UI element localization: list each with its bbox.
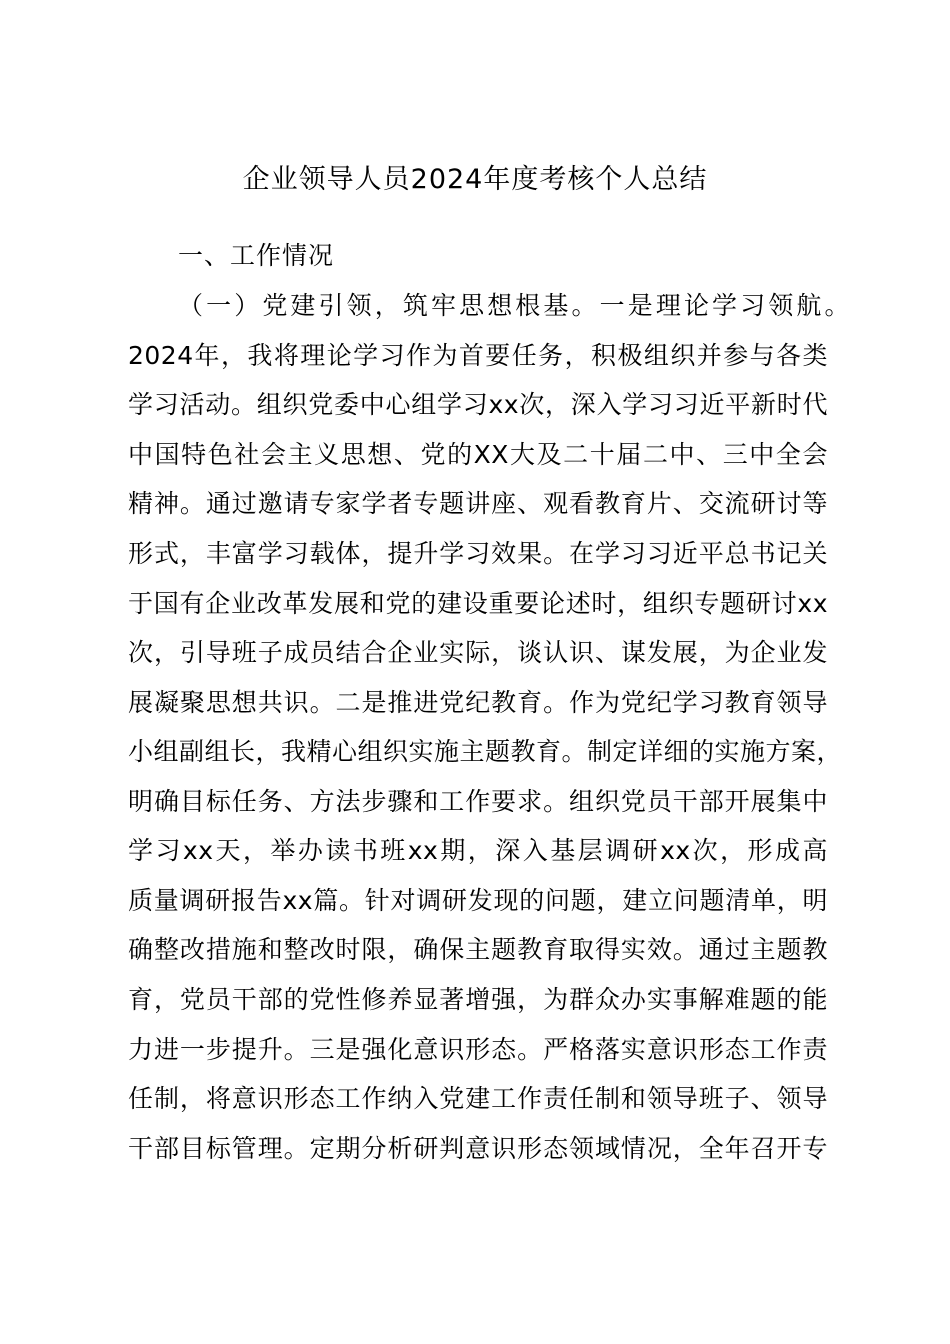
- paragraph-line: 精神。通过邀请专家学者专题讲座、观看教育片、交流研讨等: [128, 489, 828, 518]
- paragraph-line: （一）党建引领，筑牢思想根基。一是理论学习领航。: [178, 291, 850, 320]
- paragraph-line: 力进一步提升。三是强化意识形态。严格落实意识形态工作责: [128, 1035, 828, 1064]
- document-title: 企业领导人员2024年度考核个人总结: [242, 164, 708, 195]
- paragraph-line: 形式，丰富学习载体，提升学习效果。在学习习近平总书记关: [128, 539, 828, 568]
- paragraph-line: 确整改措施和整改时限，确保主题教育取得实效。通过主题教: [128, 935, 828, 964]
- paragraph-line: 任制，将意识形态工作纳入党建工作责任制和领导班子、领导: [128, 1084, 828, 1113]
- paragraph-line: 展凝聚思想共识。二是推进党纪教育。作为党纪学习教育领导: [128, 688, 828, 717]
- paragraph-line: 于国有企业改革发展和党的建设重要论述时，组织专题研讨xx: [128, 589, 828, 618]
- paragraph-line: 小组副组长，我精心组织实施主题教育。制定详细的实施方案，: [128, 737, 843, 766]
- paragraph-line: 中国特色社会主义思想、党的XX大及二十届二中、三中全会: [128, 440, 828, 469]
- paragraph-line: 2024年，我将理论学习作为首要任务，积极组织并参与各类: [128, 341, 828, 370]
- paragraph-line: 明确目标任务、方法步骤和工作要求。组织党员干部开展集中: [128, 787, 828, 816]
- paragraph-line: 干部目标管理。定期分析研判意识形态领域情况，全年召开专: [128, 1134, 828, 1163]
- paragraph-line: 学习xx天，举办读书班xx期，深入基层调研xx次，形成高: [128, 836, 828, 865]
- section-heading: 一、工作情况: [178, 241, 335, 270]
- paragraph-line: 质量调研报告xx篇。针对调研发现的问题，建立问题清单，明: [128, 886, 828, 915]
- paragraph-line: 学习活动。组织党委中心组学习xx次，深入学习习近平新时代: [128, 390, 828, 419]
- paragraph-line: 育，党员干部的党性修养显著增强，为群众办实事解难题的能: [128, 985, 828, 1014]
- paragraph-line: 次，引导班子成员结合企业实际，谈认识、谋发展，为企业发: [128, 638, 828, 667]
